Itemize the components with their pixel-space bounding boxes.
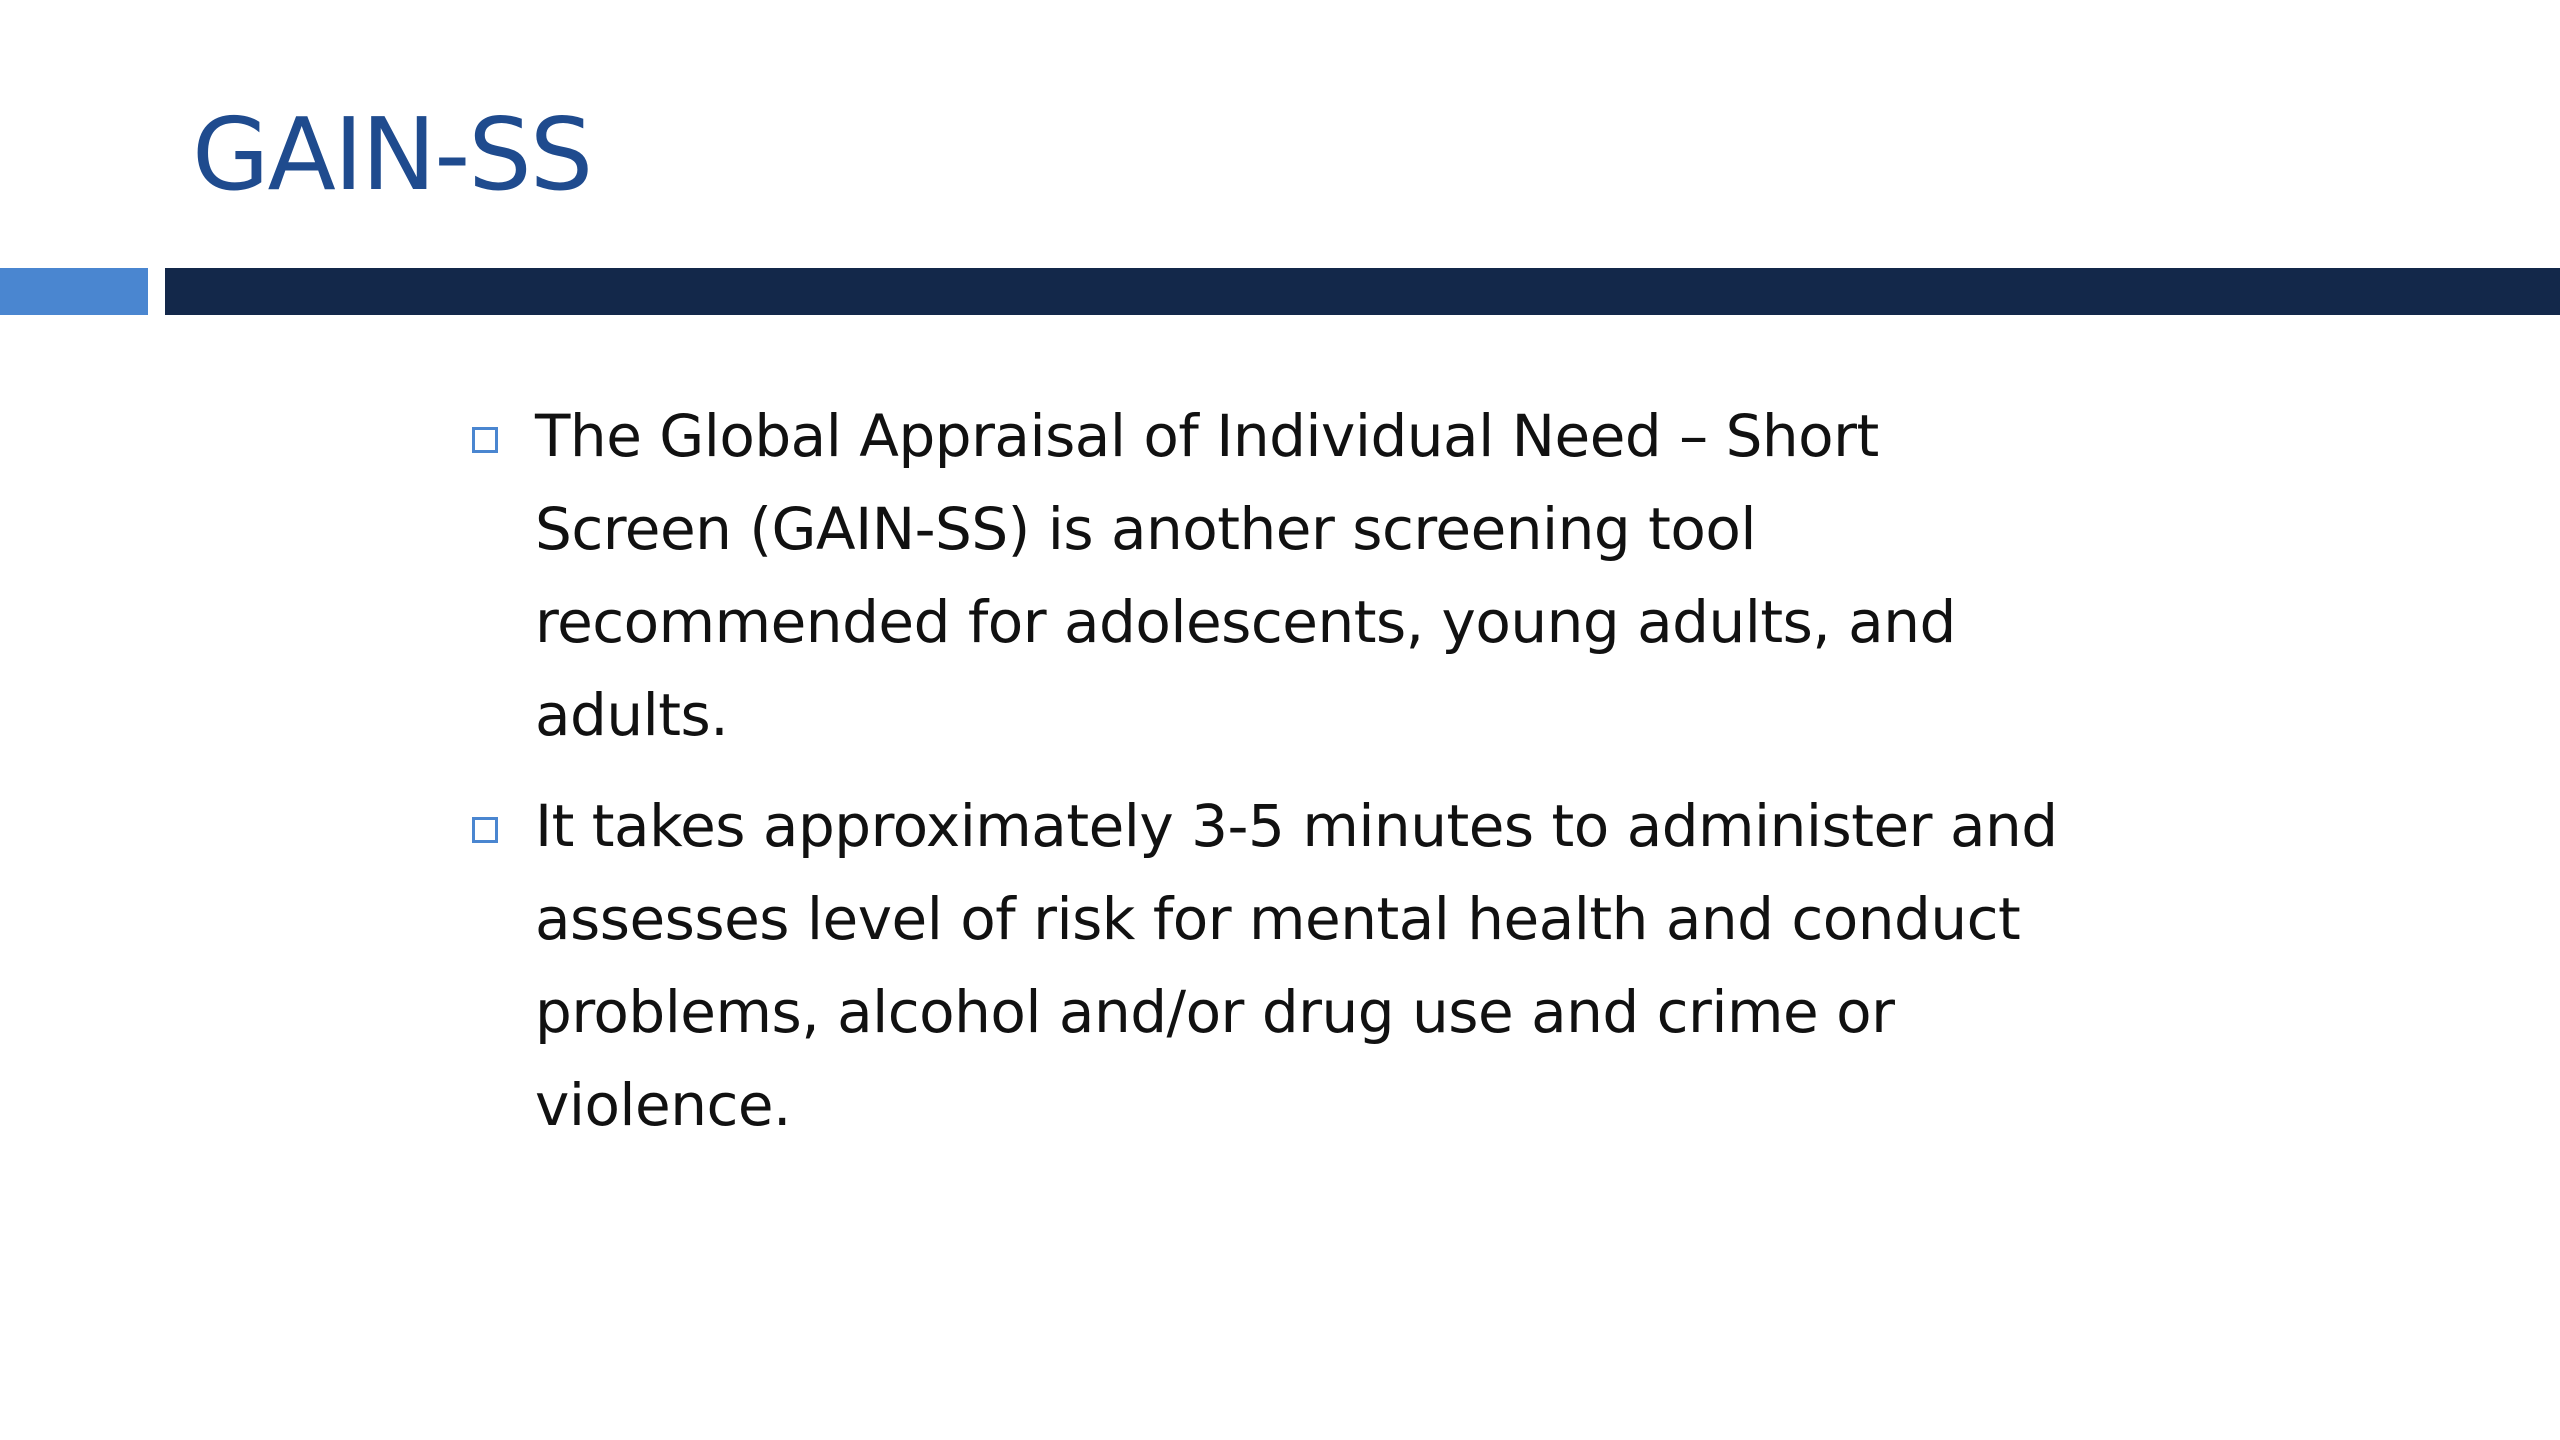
- bullet-list: [468, 390, 2068, 1170]
- bullet-text: The Global Appraisal of Individual Need – Short Screen (GAIN-SS) is another screening tool recommended for adolescents, young adults, and adults.: [535, 402, 1956, 749]
- square-outline-bullet-icon: [472, 427, 498, 453]
- slide-title: GAIN-SS: [192, 96, 592, 213]
- bullet-item: [468, 780, 2068, 1152]
- title-divider-bar: [165, 268, 2560, 315]
- title-accent-bar: [0, 268, 148, 315]
- bullet-item: [468, 390, 2068, 762]
- bullet-text: It takes approximately 3-5 minutes to administer and assesses level of risk for mental health and conduct problems, alcohol and/or drug use and crime or violence.: [535, 792, 2058, 1139]
- square-outline-bullet-icon: [472, 817, 498, 843]
